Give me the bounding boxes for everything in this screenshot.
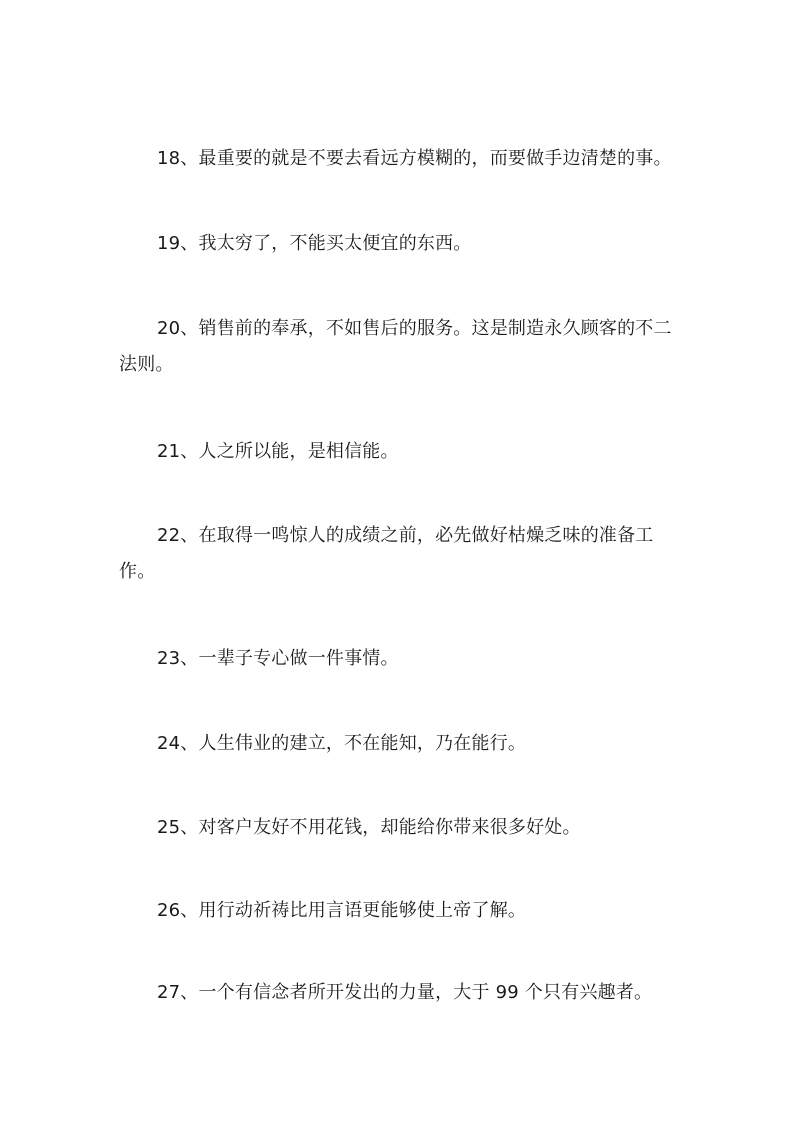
- quote-paragraph-22: 22、在取得一鸣惊人的成绩之前，必先做好枯燥乏味的准备工作。: [119, 525, 654, 582]
- quote-paragraph-19: 19、我太穷了，不能买太便宜的东西。: [157, 233, 472, 254]
- quote-paragraph-23: 23、一辈子专心做一件事情。: [157, 648, 399, 669]
- quote-paragraph-25: 25、对客户友好不用花钱，却能给你带来很多好处。: [157, 817, 581, 838]
- quote-paragraph-27: 27、一个有信念者所开发出的力量，大于 99 个只有兴趣者。: [157, 982, 653, 1003]
- quote-paragraph-24: 24、人生伟业的建立，不在能知，乃在能行。: [157, 733, 527, 754]
- quote-paragraph-18: 18、最重要的就是不要去看远方模糊的，而要做手边清楚的事。: [157, 148, 672, 169]
- quote-paragraph-20: 20、销售前的奉承，不如售后的服务。这是制造永久顾客的不二法则。: [119, 318, 672, 375]
- quote-paragraph-21: 21、人之所以能，是相信能。: [157, 441, 399, 462]
- quote-paragraph-26: 26、用行动祈祷比用言语更能够使上帝了解。: [157, 900, 527, 921]
